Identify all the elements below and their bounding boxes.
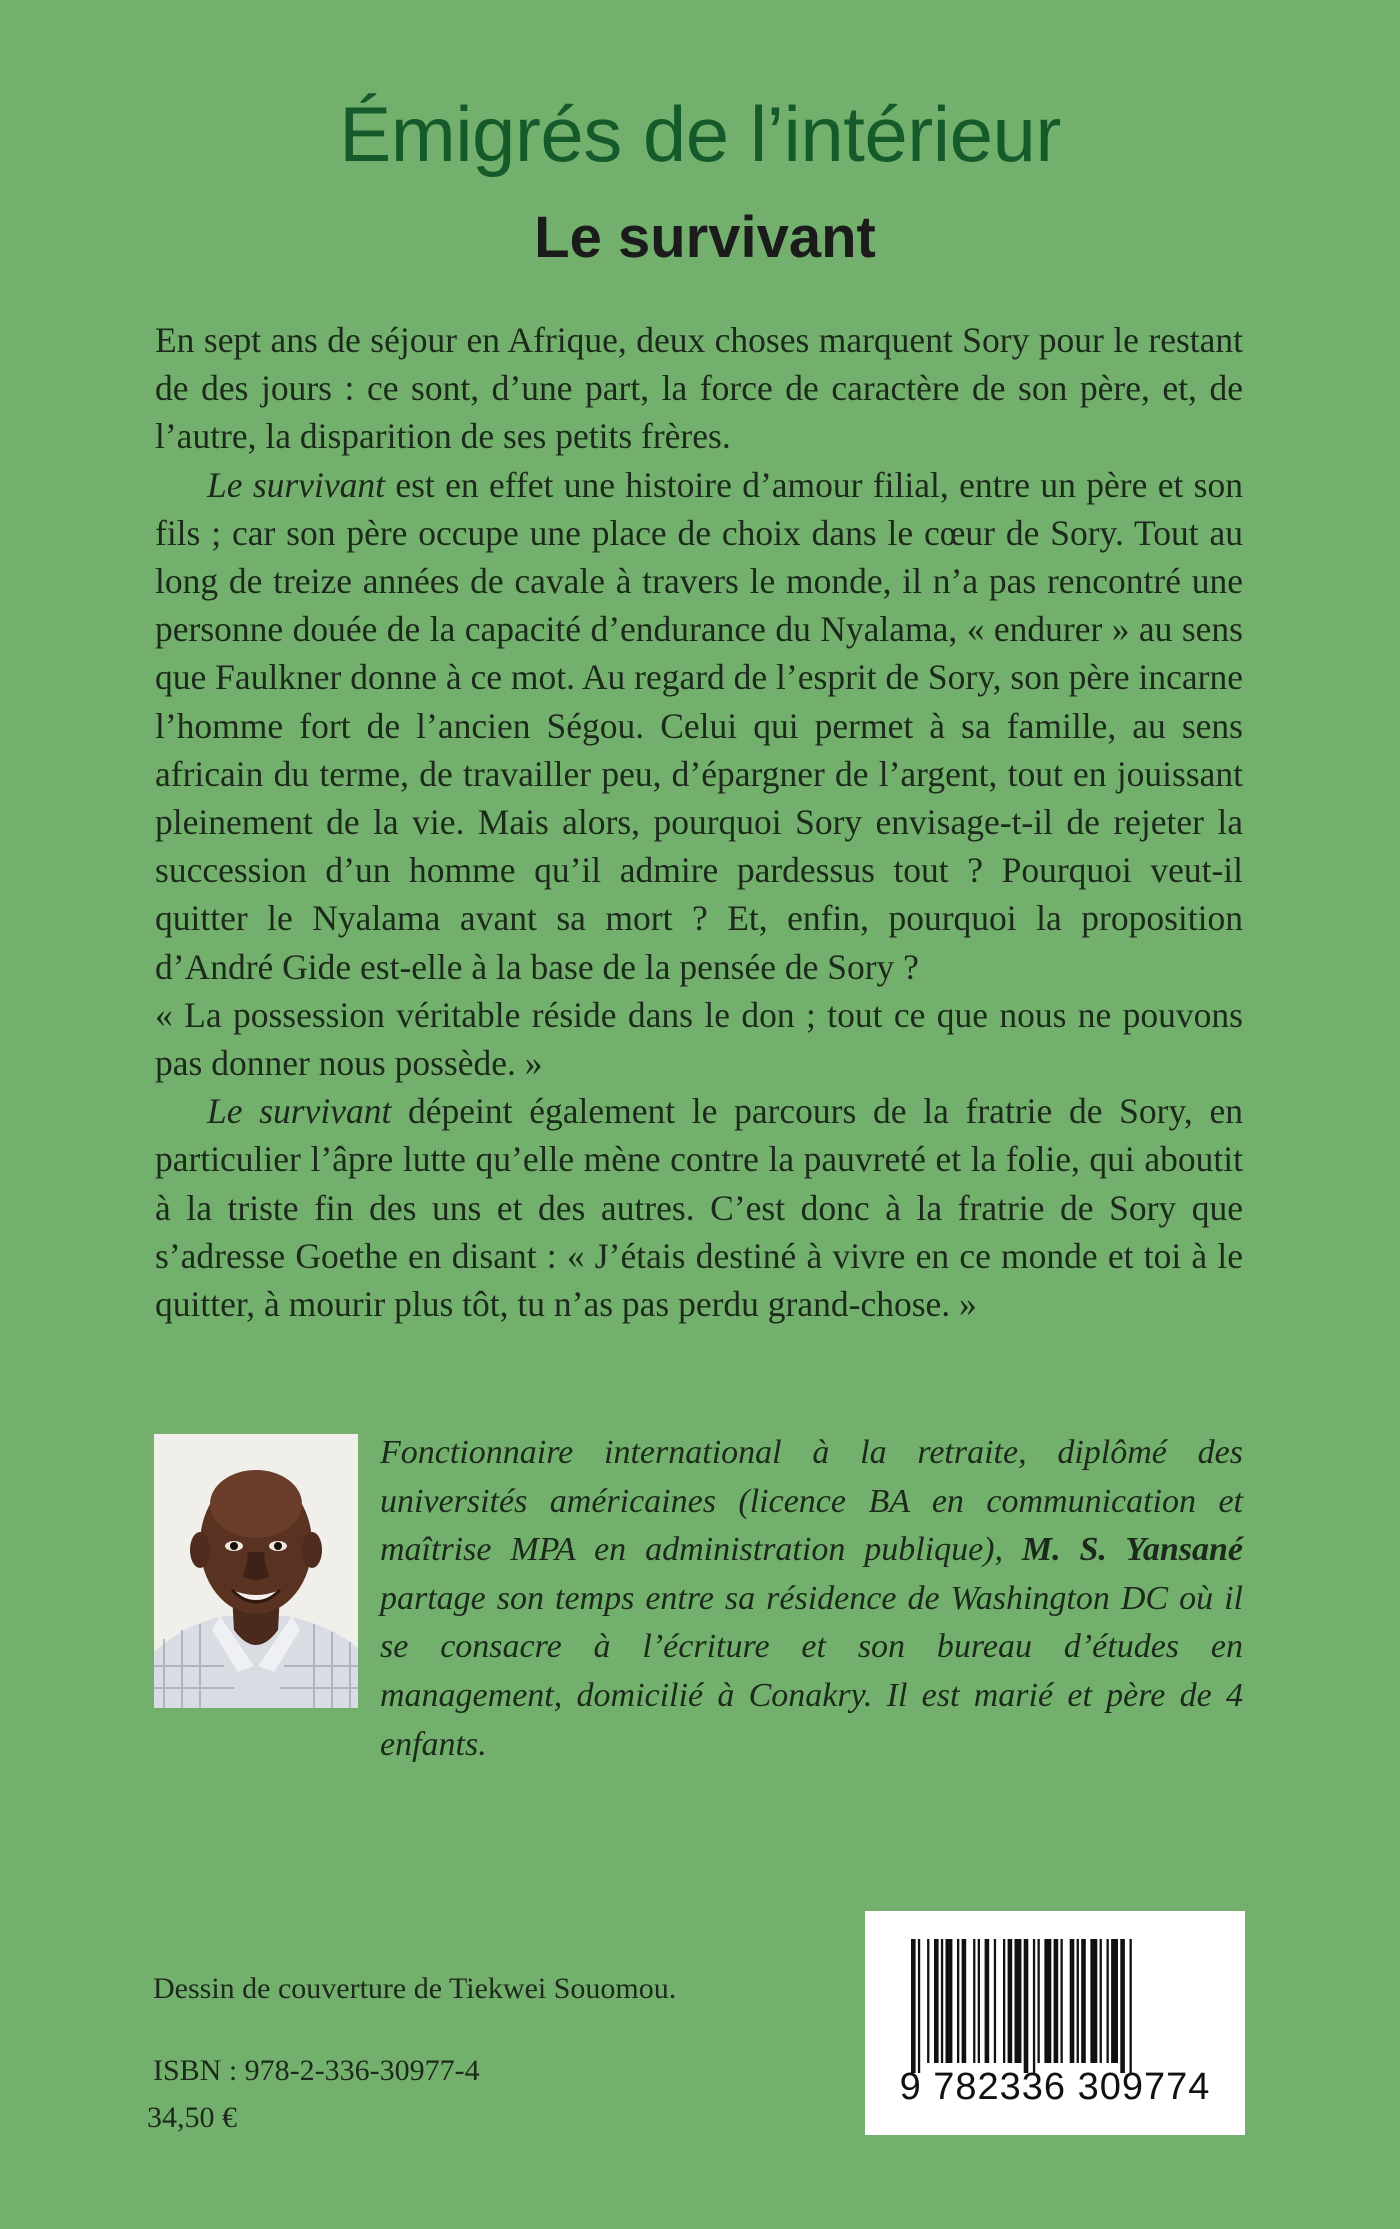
barcode-bar [1081, 1939, 1086, 2063]
barcode-bar [1003, 1939, 1005, 2063]
author-bio-rest: partage son temps entre sa résidence de Washington DC où il se consacre à l’écriture et son bureau d’études en management, domicilié à Conakry. Il est marié et père de 4 enfants. [380, 1579, 1243, 1763]
cover-credit: Dessin de couverture de Tiekwei Souomou. [153, 1972, 677, 2005]
barcode-bar [1008, 1939, 1013, 2063]
barcode-bar [941, 1939, 943, 2063]
barcode-bar [1061, 1939, 1063, 2063]
barcode-bar [994, 1939, 996, 2063]
blurb-paragraph-4-text: dépeint également le parcours de la fratrie de Sory, en particulier l’âpre lutte qu’elle mène contre la pauvreté et la folie, qui aboutit à la triste fin des uns et des autres. C’est donc à la fratrie de Sory que s’adresse Goethe en disant : « J’étais destiné à vivre en ce monde et toi à le quitter, à mourir plus tôt, tu n’as pas perdu grand-chose. » [155, 1091, 1243, 1325]
author-bio-intro: Fonctionnaire international à la retraite, diplômé des universités américaines (licence BA en communication et maîtrise MPA en administration publique), [380, 1434, 1243, 1569]
barcode-bar [946, 1939, 953, 2063]
barcode-bar [934, 1939, 939, 2063]
barcode-bar [927, 1939, 929, 2063]
blurb-paragraph-1: En sept ans de séjour en Afrique, deux choses marquent Sory pour le restant de des jours : ce sont, d’une part, la force de caractère de son père, et, de l’autre, la disparition de ses petits frères. [155, 320, 1243, 457]
barcode-bar [1120, 1939, 1125, 2073]
barcode-bar [1038, 1939, 1040, 2063]
blurb-paragraph-4-title: Le survivant [207, 1091, 392, 1132]
barcode-bar [918, 1939, 920, 2073]
blurb-paragraph-4 [155, 1087, 1243, 1328]
barcode-bar [957, 1939, 959, 2063]
barcode-bar [973, 1939, 975, 2063]
barcode-bar [1015, 1939, 1022, 2063]
barcode-digits: 9 782336 309774 [899, 2066, 1211, 2108]
author-photo [154, 1434, 358, 1708]
barcode-bar [911, 1939, 916, 2073]
barcode-bar [1090, 1939, 1097, 2063]
author-name: M. S. Yansané [1021, 1531, 1243, 1569]
blurb-paragraph-3: « La possession véritable réside dans le don ; tout ce que nous ne pouvons pas donner nous possède. » [155, 994, 1243, 1084]
author-bio [380, 1429, 1243, 1769]
barcode-bar [1100, 1939, 1102, 2063]
book-subtitle: Le survivant [534, 205, 876, 270]
barcode-bar [1070, 1939, 1075, 2063]
barcode-bar [1107, 1939, 1109, 2063]
isbn-label: ISBN : 978-2-336-30977-4 [153, 2054, 480, 2087]
blurb-paragraph-2-text: est en effet une histoire d’amour filial, entre un père et son fils ; car son père occupe une place de choix dans le cœur de Sory. Tout au long de treize années de cavale à travers le monde, il n’a pas rencontré une personne douée de la capacité d’endurance du Nyalama, « endurer » au sens que Faulkner donne à ce mot. Au regard de l’esprit de Sory, son père incarne l’homme fort de l’ancien Ségou. Celui qui permet à sa famille, au sens africain du terme, de travailler peu, d’épargner de l’argent, tout en jouissant pleinement de la vie. Mais alors, pourquoi Sory envisage-t-il de rejeter la succession d’un homme qu’il admire pardessus tout ? Pourquoi veut-il quitter le Nyalama avant sa mort ? Et, enfin, pourquoi la proposition d’André Gide est-elle à la base de la pensée de Sory ? [155, 464, 1243, 987]
barcode-bar [962, 1939, 967, 2063]
barcode-bar [978, 1939, 980, 2063]
barcode-bar [1111, 1939, 1118, 2063]
blurb-paragraph-2-title: Le survivant [207, 464, 385, 505]
author-portrait-image [154, 1434, 358, 1708]
barcode-bar [1077, 1939, 1079, 2063]
price-label: 34,50 € [147, 2101, 237, 2134]
blurb-paragraph-2 [155, 461, 1243, 991]
barcode-bar [985, 1939, 990, 2063]
barcode-bar [1024, 1939, 1029, 2073]
barcode-bar [1054, 1939, 1059, 2063]
book-title: Émigrés de l’intérieur [339, 90, 1061, 178]
barcode-bar [1130, 1939, 1132, 2073]
barcode-bar [1033, 1939, 1035, 2073]
back-cover-blurb [155, 316, 1243, 1328]
barcode [865, 1911, 1245, 2135]
barcode-bar [1044, 1939, 1051, 2063]
